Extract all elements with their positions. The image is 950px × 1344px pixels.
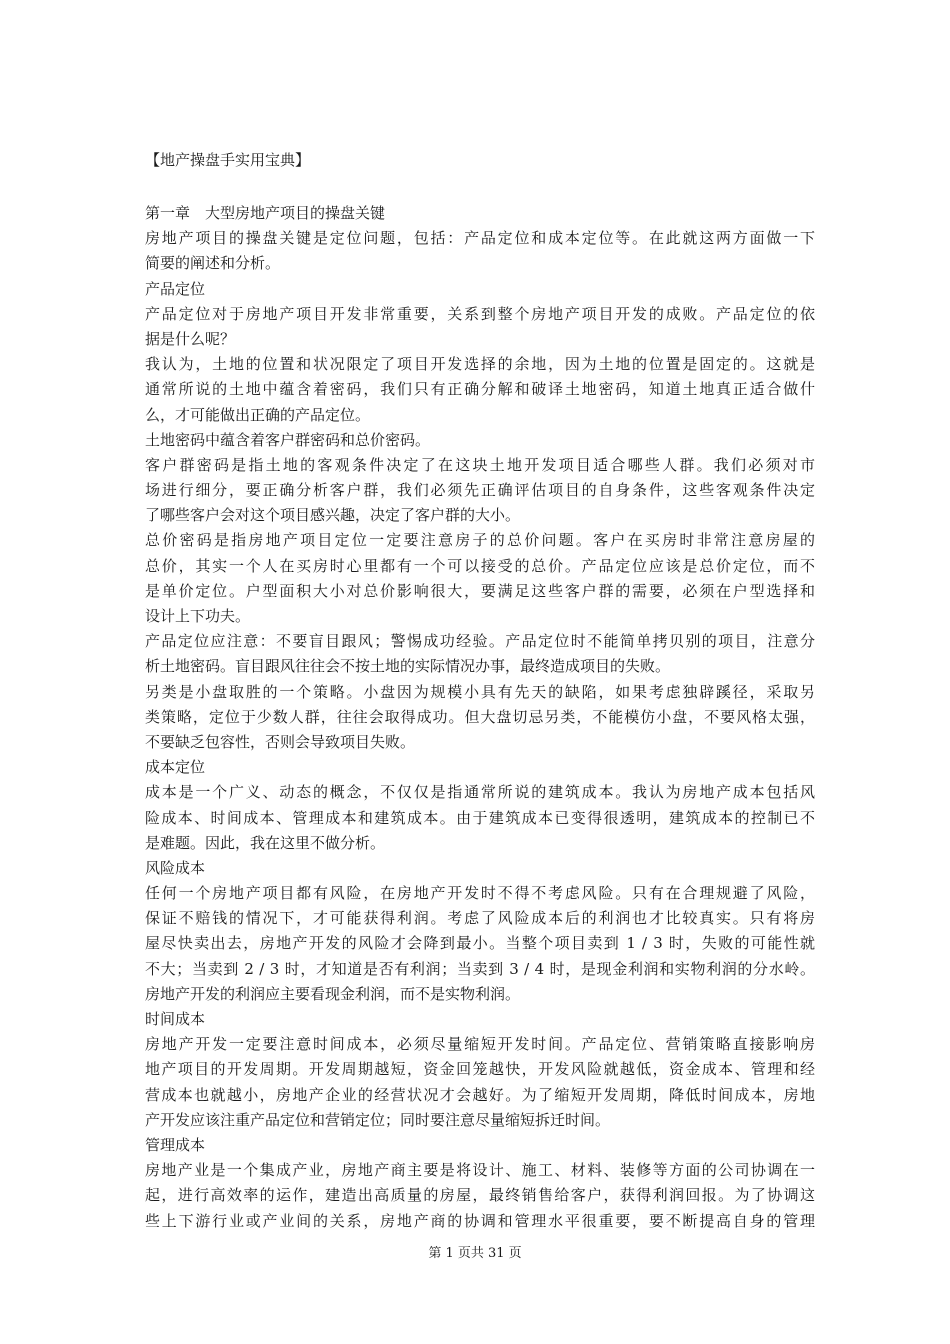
text-line: 第一章 大型房地产项目的操盘关键 <box>145 204 386 222</box>
document-title: 【地产操盘手实用宝典】 <box>145 151 311 169</box>
text-line: 营成本也就越小，房地产企业的经营状况才会越好。为了缩短开发周期，降低时间成本，房地 <box>145 1085 815 1104</box>
text-line: 么，才可能做出正确的产品定位。 <box>145 405 371 424</box>
text-line: 不要缺乏包容性，否则会导致项目失败。 <box>145 732 416 751</box>
text-line: 任何一个房地产项目都有风险，在房地产开发时不得不考虑风险。只有在合理规避了风险， <box>145 884 815 903</box>
text-line: 房地产业是一个集成产业，房地产商主要是将设计、施工、材料、装修等方面的公司协调在一 <box>145 1161 815 1180</box>
text-line: 时间成本 <box>145 1010 206 1028</box>
text-line: 简要的阐述和分析。 <box>145 254 281 273</box>
text-line: 管理成本 <box>145 1135 206 1154</box>
text-line: 客户群密码是指土地的客观条件决定了在这块土地开发项目适合哪些人群。我们必须对市 <box>145 455 815 474</box>
text-line: 总价，其实一个人在买房时心里都有一个可以接受的总价。产品定位应该是总价定位，而不 <box>145 556 815 575</box>
page-footer: 第 1 页共 31 页 <box>428 1246 522 1261</box>
document-body <box>145 201 815 1234</box>
text-line: 保证不赔钱的情况下，才可能获得利润。考虑了风险成本后的利润也才比较真实。只有将房 <box>145 909 815 928</box>
text-line: 房地产开发的利润应主要看现金利润，而不是实物利润。 <box>145 984 521 1003</box>
text-line: 我认为，土地的位置和状况限定了项目开发选择的余地，因为土地的位置是固定的。这就是 <box>145 355 815 374</box>
text-line: 是单价定位。户型面积大小对总价影响很大，要满足这些客户群的需要，必须在户型选择和 <box>145 581 815 600</box>
text-line: 产品定位 <box>145 279 206 298</box>
text-line: 据是什么呢？ <box>145 329 236 348</box>
text-line: 起，进行高效率的运作，建造出高质量的房屋，最终销售给客户，获得利润回报。为了协调这 <box>145 1186 815 1205</box>
text-line: 不大；当卖到 2 / 3 时，才知道是否有利润；当卖到 3 / 4 时，是现金利润和实物利润的分水岭。 <box>145 959 815 978</box>
text-line: 通常所说的土地中蕴含着密码，我们只有正确分解和破译土地密码，知道土地真正适合做什 <box>145 380 815 399</box>
text-line: 类策略，定位于少数人群，往往会取得成功。但大盘切忌另类，不能模仿小盘，不要风格太强， <box>145 707 815 726</box>
text-line: 险成本、时间成本、管理成本和建筑成本。由于建筑成本已变得很透明，建筑成本的控制已不 <box>145 808 815 827</box>
text-line: 风险成本 <box>145 858 206 877</box>
text-line: 场进行细分，要正确分析客户群，我们必须先正确评估项目的自身条件，这些客观条件决定 <box>145 481 815 500</box>
text-line: 成本定位 <box>145 758 206 777</box>
text-line: 土地密码中蕴含着客户群密码和总价密码。 <box>145 430 431 449</box>
text-line: 另类是小盘取胜的一个策略。小盘因为规模小具有先天的缺陷，如果考虑独辟蹊径，采取另 <box>145 682 815 701</box>
text-line: 析土地密码。盲目跟风往往会不按土地的实际情况办事，最终造成项目的失败。 <box>145 657 671 676</box>
text-line: 产品定位对于房地产项目开发非常重要，关系到整个房地产项目开发的成败。产品定位的依 <box>145 304 815 323</box>
text-line: 了哪些客户会对这个项目感兴趣，决定了客户群的大小。 <box>145 506 521 525</box>
text-line: 总价密码是指房地产项目定位一定要注意房子的总价问题。客户在买房时非常注意房屋的 <box>145 531 815 550</box>
text-line: 房地产项目的操盘关键是定位问题，包括：产品定位和成本定位等。在此就这两方面做一下 <box>145 229 815 248</box>
text-line: 设计上下功夫。 <box>145 607 251 625</box>
text-line: 产开发应该注重产品定位和营销定位；同时要注意尽量缩短拆迁时间。 <box>145 1110 611 1129</box>
text-line: 成本是一个广义、动态的概念，不仅仅是指通常所说的建筑成本。我认为房地产成本包括风 <box>145 783 815 802</box>
text-line: 屋尽快卖出去，房地产开发的风险才会降到最小。当整个项目卖到 1 / 3 时，失败的可能性就 <box>145 934 815 953</box>
text-line: 是难题。因此，我在这里不做分析。 <box>145 833 386 852</box>
text-line: 产品定位应注意：不要盲目跟风；警惕成功经验。产品定位时不能简单拷贝别的项目，注意分 <box>145 632 815 651</box>
text-line: 地产项目的开发周期。开发周期越短，资金回笼越快，开发风险就越低，资金成本、管理和经 <box>145 1060 815 1079</box>
text-line: 房地产开发一定要注意时间成本，必须尽量缩短开发时间。产品定位、营销策略直接影响房 <box>145 1035 815 1054</box>
text-line: 些上下游行业或产业间的关系，房地产商的协调和管理水平很重要，要不断提高自身的管理 <box>145 1211 815 1230</box>
